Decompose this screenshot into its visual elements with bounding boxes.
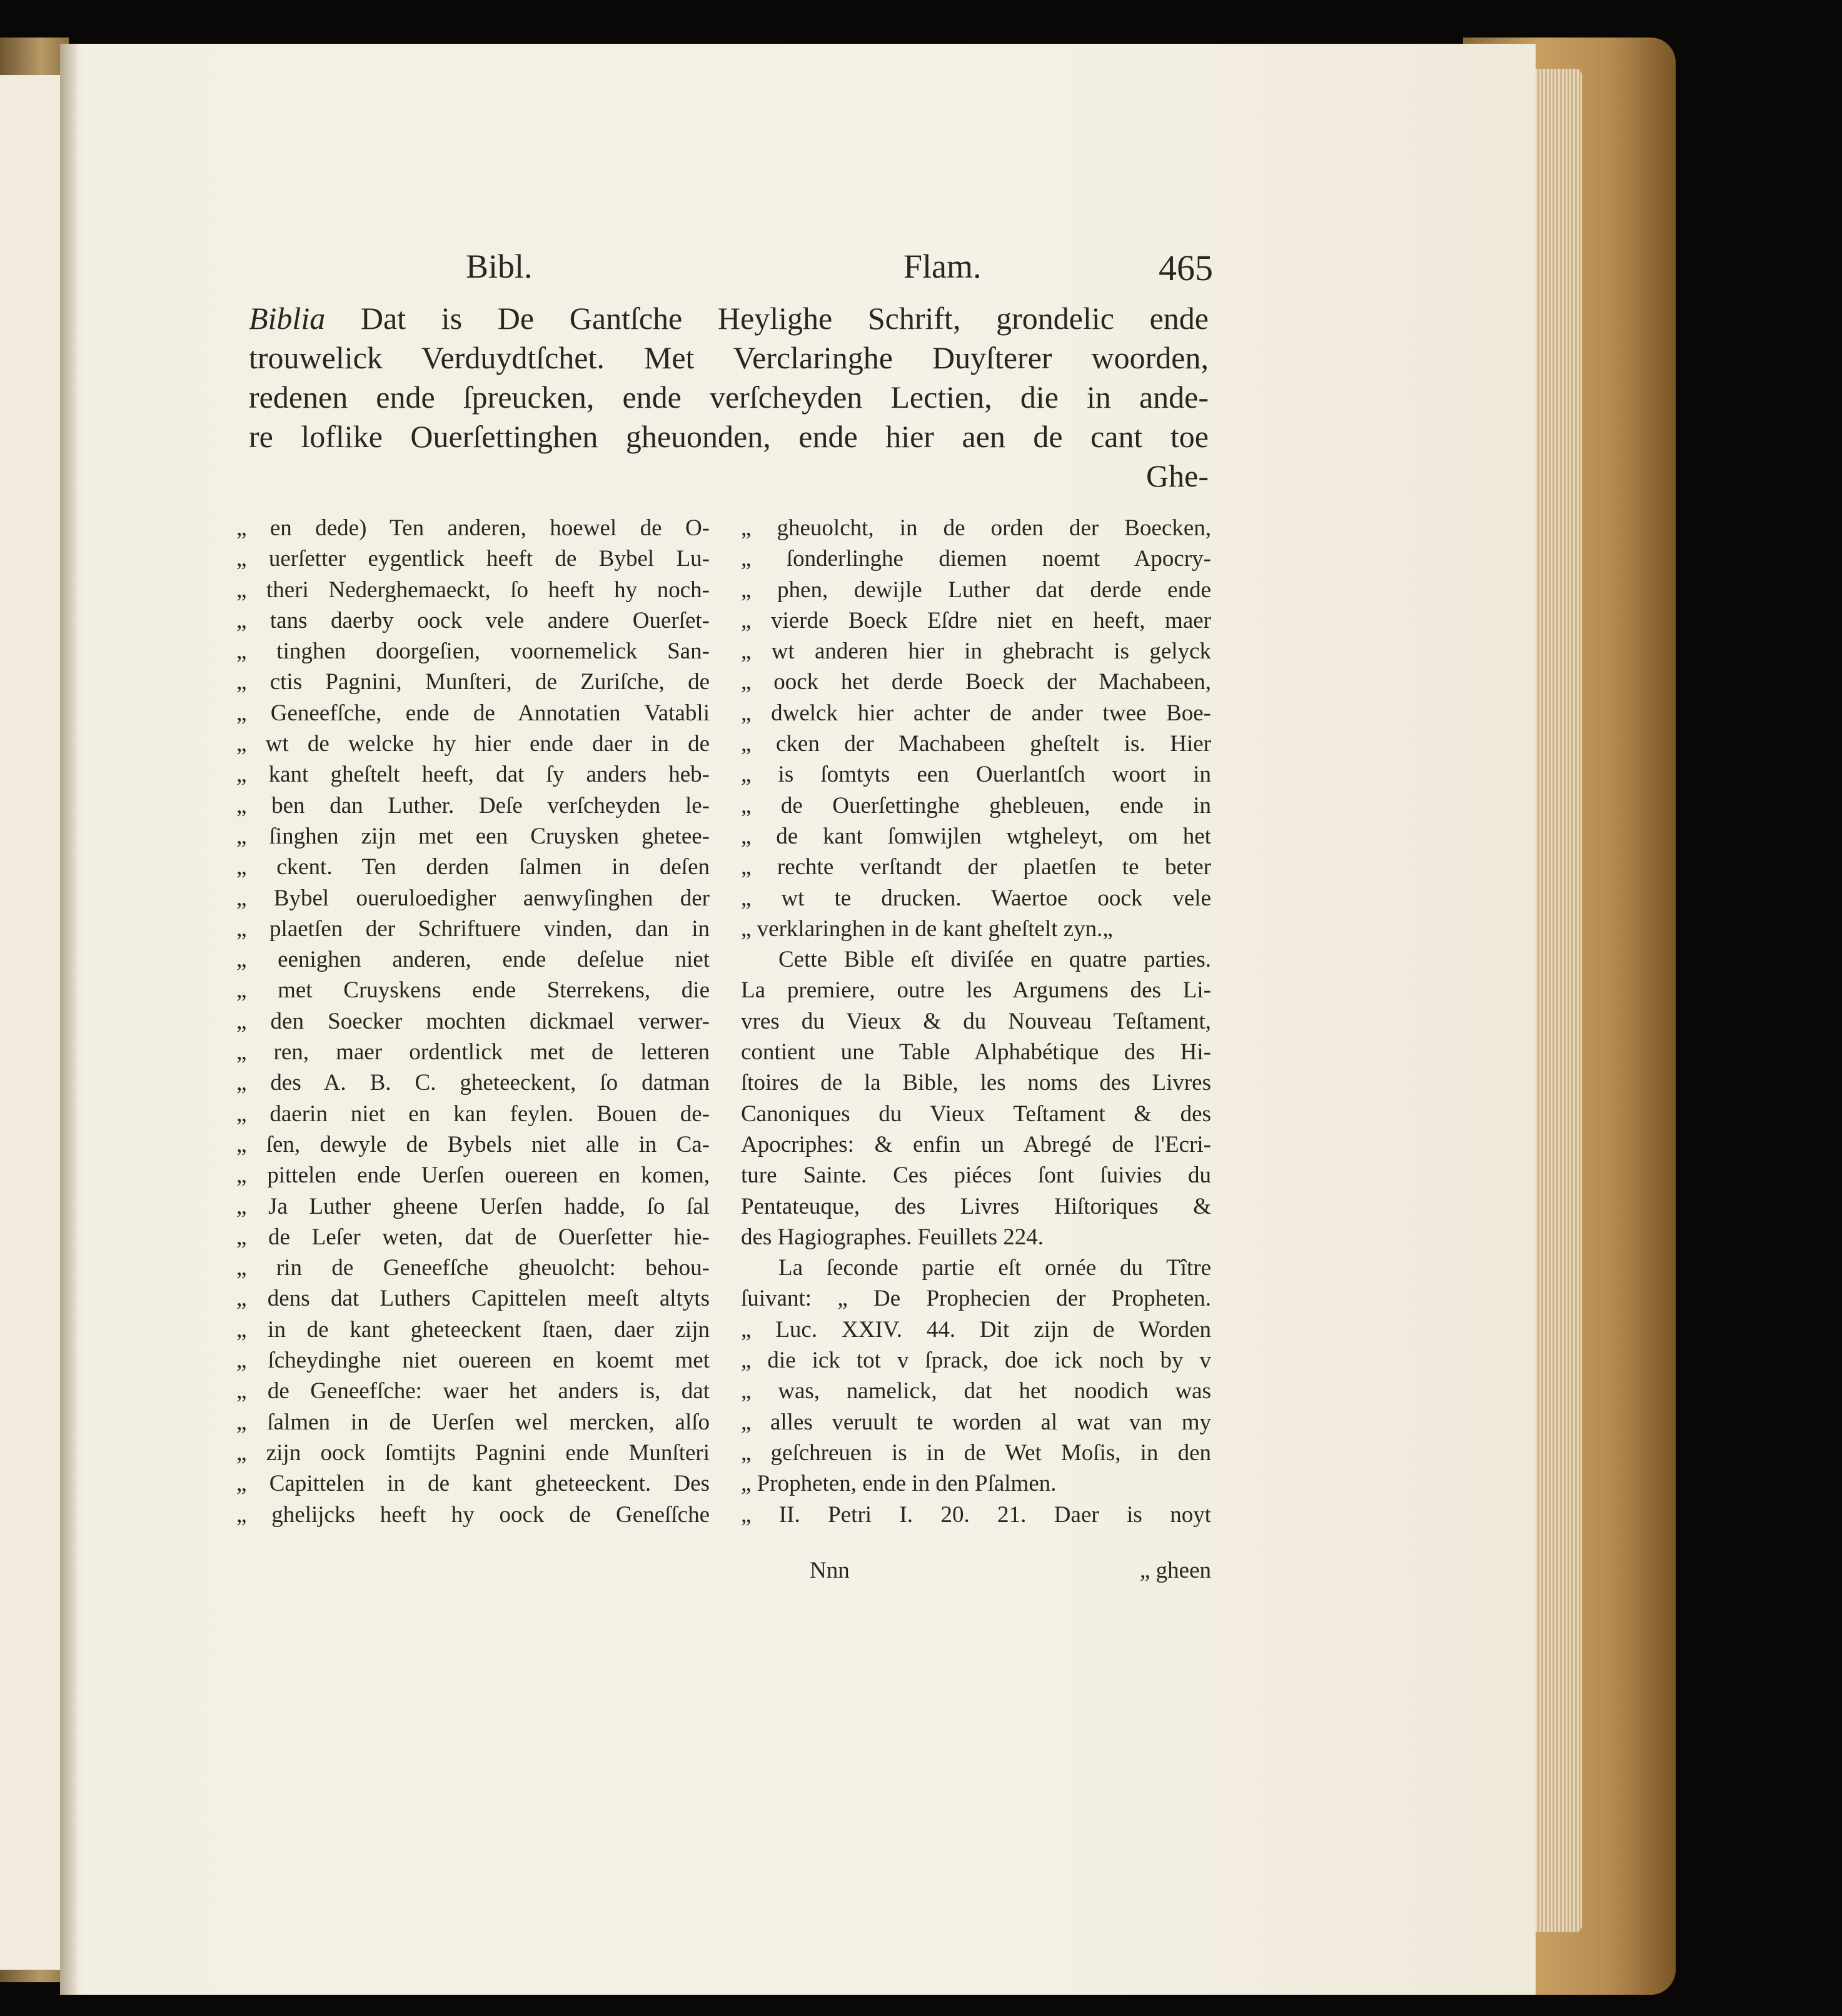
text-line: „ alles veruult te worden al wat van my <box>741 1409 1211 1435</box>
title-line: redenen ende ſpreucken, ende verſcheyden Lectien, die in ande- <box>249 380 1209 415</box>
text-line: „ is ſomtyts een Ouerlantſch woort in <box>741 762 1211 788</box>
text-line: „ de Geneefſche: waer het anders is, dat <box>236 1378 710 1404</box>
text-line: „ phen, dewijle Luther dat derde ende <box>741 577 1211 603</box>
text-line: „ uerſetter eygentlick heeft de Bybel Lu- <box>236 546 710 572</box>
text-line: „ ren, maer ordentlick met de letteren <box>236 1039 710 1066</box>
text-line: „ en dede) Ten anderen, hoewel de O- <box>236 515 710 541</box>
text-line: „ plaetſen der Schriftuere vinden, dan in <box>236 915 710 942</box>
text-line: „ met Cruyskens ende Sterrekens, die <box>236 977 710 1004</box>
text-line: „ rechte verſtandt der plaetſen te beter <box>741 854 1211 880</box>
text-line: Cette Bible eſt diviſée en quatre parties. <box>778 947 1211 973</box>
text-line: „ den Soecker mochten dickmael verwer- <box>236 1008 710 1034</box>
text-line: „ tans daerby oock vele andere Ouerſet- <box>236 607 710 633</box>
text-line: ſuivant: „ De Prophecien der Propheten. <box>741 1286 1211 1312</box>
text-line: La premiere, outre les Argumens des Li- <box>741 977 1211 1004</box>
text-line: „ II. Petri I. 20. 21. Daer is noyt <box>741 1501 1211 1528</box>
text-line: „ Propheten, ende in den Pſalmen. <box>741 1471 1057 1497</box>
text-line: „ was, namelick, dat het noodich was <box>741 1378 1211 1404</box>
text-line: „ kant gheſtelt heeft, dat ſy anders heb- <box>236 762 710 788</box>
header-center: Flam. <box>903 248 982 285</box>
text-line: „ geſchreuen is in de Wet Moſis, in den <box>741 1439 1211 1466</box>
text-line: „ Capittelen in de kant gheteeckent. Des <box>236 1471 710 1497</box>
text-line: „ dwelck hier achter de ander twee Boe- <box>741 700 1211 726</box>
text-line: „ de kant ſomwijlen wtgheleyt, om het <box>741 823 1211 849</box>
title-line-text: Dat is De Gantſche Heylighe Schrift, grondelic ende <box>325 301 1209 336</box>
text-line: contient une Table Alphabétique des Hi- <box>741 1039 1211 1066</box>
text-line: „ Ja Luther gheene Uerſen hadde, ſo ſal <box>236 1193 710 1219</box>
title-line: Ghe- <box>1146 458 1209 493</box>
text-line: des Hagiographes. Feuillets 224. <box>741 1224 1044 1250</box>
text-line: „ eenighen anderen, ende deſelue niet <box>236 947 710 973</box>
text-line: La ſeconde partie eſt ornée du Tître <box>778 1255 1211 1281</box>
text-line: „ ſcheydinghe niet ouereen en koemt met <box>236 1348 710 1374</box>
text-line: „ gheuolcht, in de orden der Boecken, <box>741 515 1211 541</box>
text-line: „ oock het derde Boeck der Machabeen, <box>741 669 1211 695</box>
title-line <box>249 299 1209 338</box>
text-line: „ Luc. XXIV. 44. Dit zijn de Worden <box>741 1316 1211 1343</box>
text-line: „ die ick tot v ſprack, doe ick noch by v <box>741 1348 1211 1374</box>
page-number: 465 <box>1159 248 1213 288</box>
text-line: „ ſonderlinghe diemen noemt Apocry- <box>741 546 1211 572</box>
text-line: „ verklaringhen in de kant gheſtelt zyn.„ <box>741 915 1113 942</box>
text-line: „ dens dat Luthers Capittelen meeſt altyts <box>236 1286 710 1312</box>
catchword: „ gheen <box>1139 1558 1211 1583</box>
text-line: „ vierde Boeck Eſdre niet en heeft, maer <box>741 607 1211 633</box>
gutter-shadow <box>60 44 79 1995</box>
text-line: „ de Leſer weten, dat de Ouerſetter hie- <box>236 1224 710 1250</box>
text-line: „ pittelen ende Uerſen ouereen en komen, <box>236 1162 710 1189</box>
text-line: „ tinghen doorgeſien, voornemelick San- <box>236 638 710 665</box>
text-line: „ ſinghen zijn met een Cruysken ghetee- <box>236 823 710 849</box>
left-page-edge <box>0 75 62 1970</box>
text-line: „ ſen, dewyle de Bybels niet alle in Ca- <box>236 1131 710 1157</box>
text-line: „ des A. B. C. gheteeckent, ſo datman <box>236 1070 710 1096</box>
text-line: „ ben dan Luther. Deſe verſcheyden le- <box>236 792 710 819</box>
left-column <box>236 513 710 1530</box>
text-line: „ ctis Pagnini, Munſteri, de Zuriſche, de <box>236 669 710 695</box>
text-line: „ theri Nederghemaeckt, ſo heeft hy noch- <box>236 577 710 603</box>
text-line: „ zijn oock ſomtijts Pagnini ende Munſteri <box>236 1439 710 1466</box>
page-footer <box>810 1555 1211 1586</box>
text-line: vres du Vieux & du Nouveau Teſtament, <box>741 1008 1211 1034</box>
text-line: „ cken der Machabeen gheſtelt is. Hier <box>741 731 1211 757</box>
text-line: „ Bybel oueruloedigher aenwyſinghen der <box>236 885 710 911</box>
text-line: „ ckent. Ten derden ſalmen in deſen <box>236 854 710 880</box>
title-block <box>249 299 1209 496</box>
text-line: „ daerin niet en kan feylen. Bouen de- <box>236 1101 710 1127</box>
text-line: „ ghelijcks heeft hy oock de Geneſſche <box>236 1501 710 1528</box>
text-line: ture Sainte. Ces piéces ſont ſuivies du <box>741 1162 1211 1189</box>
right-column <box>741 513 1211 1530</box>
header-left: Bibl. <box>466 248 533 285</box>
text-line: „ de Ouerſettinghe ghebleuen, ende in <box>741 792 1211 819</box>
text-line: ſtoires de la Bible, les noms des Livres <box>741 1070 1211 1096</box>
text-line: Canoniques du Vieux Teſtament & des <box>741 1101 1211 1127</box>
text-line: „ Geneefſche, ende de Annotatien Vatabli <box>236 700 710 726</box>
text-line: Apocriphes: & enfin un Abregé de l'Ecri- <box>741 1131 1211 1157</box>
text-line: „ wt te drucken. Waertoe oock vele <box>741 885 1211 911</box>
text-line: Pentateuque, des Livres Hiſtoriques & <box>741 1193 1211 1219</box>
text-line: „ rin de Geneefſche gheuolcht: behou- <box>236 1255 710 1281</box>
running-header <box>325 247 1213 291</box>
title-line: re loflike Ouerſettinghen gheuonden, ende hier aen de cant toe <box>249 419 1209 454</box>
text-line: „ wt de welcke hy hier ende daer in de <box>236 731 710 757</box>
title-lead: Biblia <box>249 301 326 336</box>
signature-mark: Nnn <box>810 1558 850 1583</box>
text-line: „ ſalmen in de Uerſen wel mercken, alſo <box>236 1409 710 1435</box>
text-line: „ wt anderen hier in ghebracht is gelyck <box>741 638 1211 665</box>
text-line: „ in de kant gheteeckent ſtaen, daer zijn <box>236 1316 710 1343</box>
title-line: trouwelick Verduydtſchet. Met Verclaringhe Duyſterer woorden, <box>249 340 1209 375</box>
